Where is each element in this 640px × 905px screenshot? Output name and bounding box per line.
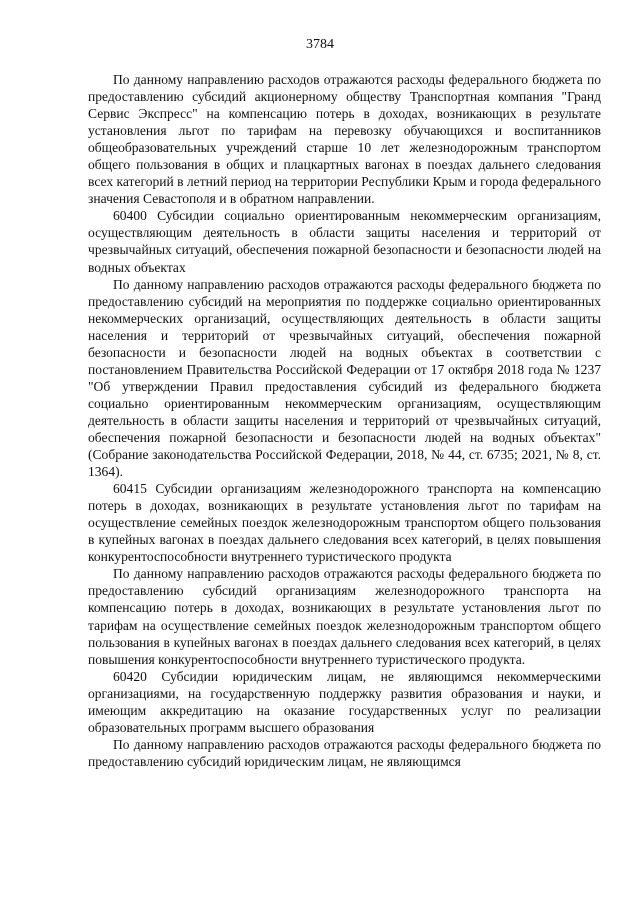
paragraph-expense-description: По данному направлению расходов отражаются расходы федерального бюджета по предоставлению субсидий организациям железнодорожного транспорта на компенсацию потерь в доходах, возникающих в результате установления льгот по тарифам на осуществление семейных поездок железнодорожным транспортом общего пользования в купейных вагонах в поездах дальнего следования всех категорий, в целях повышения конкурентоспособности внутреннего туристического продукта. [88, 566, 601, 667]
paragraph-expense-description: По данному направлению расходов отражаются расходы федерального бюджета по предоставлению субсидий юридическим лицам, не являющимся [88, 736, 601, 769]
section-heading-60420: 60420 Субсидии юридическим лицам, не являющимся некоммерческими организациями, на государственную поддержку развития образования и науки, и имеющим аккредитацию на оказание государственных услуг по реализации образовательных программ высшего образования [88, 668, 601, 735]
paragraph-expense-description: По данному направлению расходов отражаются расходы федерального бюджета по предоставлению субсидий на мероприятия по поддержке социально ориентированных некоммерческих организаций, осуществляющих деятельность в области защиты населения и территорий от чрезвычайных ситуаций, обеспечения пожарной безопасности и безопасности людей на водных объектах в соответствии с постановлением Правительства Российской Федерации от 17 октября 2018 года № 1237 "Об утверждении Правил предоставления субсидий из федерального бюджета социально ориентированным некоммерческим организациям, осуществляющим деятельность в области защиты населения и территорий от чрезвычайных ситуаций, обеспечения пожарной безопасности и безопасности людей на водных объектах" (Собрание законодательства Российской Федерации, 2018, № 44, ст. 6735; 2021, № 8, ст. 1364). [88, 276, 601, 480]
body-text [88, 71, 601, 770]
section-heading-60400: 60400 Субсидии социально ориентированным некоммерческим организациям, осуществляющим деятельность в области защиты населения и территорий от чрезвычайных ситуаций, обеспечения пожарной безопасности и безопасности людей на водных объектах [88, 208, 601, 275]
paragraph-expense-description: По данному направлению расходов отражаются расходы федерального бюджета по предоставлению субсидий акционерному обществу Транспортная компания "Гранд Сервис Экспресс" на компенсацию потерь в доходах, возникающих в результате установления льгот по тарифам на перевозку обучающихся и воспитанников общеобразовательных учреждений старше 10 лет железнодорожным транспортом общего пользования в общих и плацкартных вагонах в поездах дальнего следования всех категорий в летний период на территории Республики Крым и города федерального значения Севастополя и в обратном направлении. [88, 72, 601, 207]
section-heading-60415: 60415 Субсидии организациям железнодорожного транспорта на компенсацию потерь в доходах, возникающих в результате установления льгот по тарифам на осуществление семейных поездок железнодорожным транспортом общего пользования в купейных вагонах в поездах дальнего следования всех категорий, в целях повышения конкурентоспособности внутреннего туристического продукта [88, 481, 601, 565]
page-number: 3784 [306, 37, 334, 52]
